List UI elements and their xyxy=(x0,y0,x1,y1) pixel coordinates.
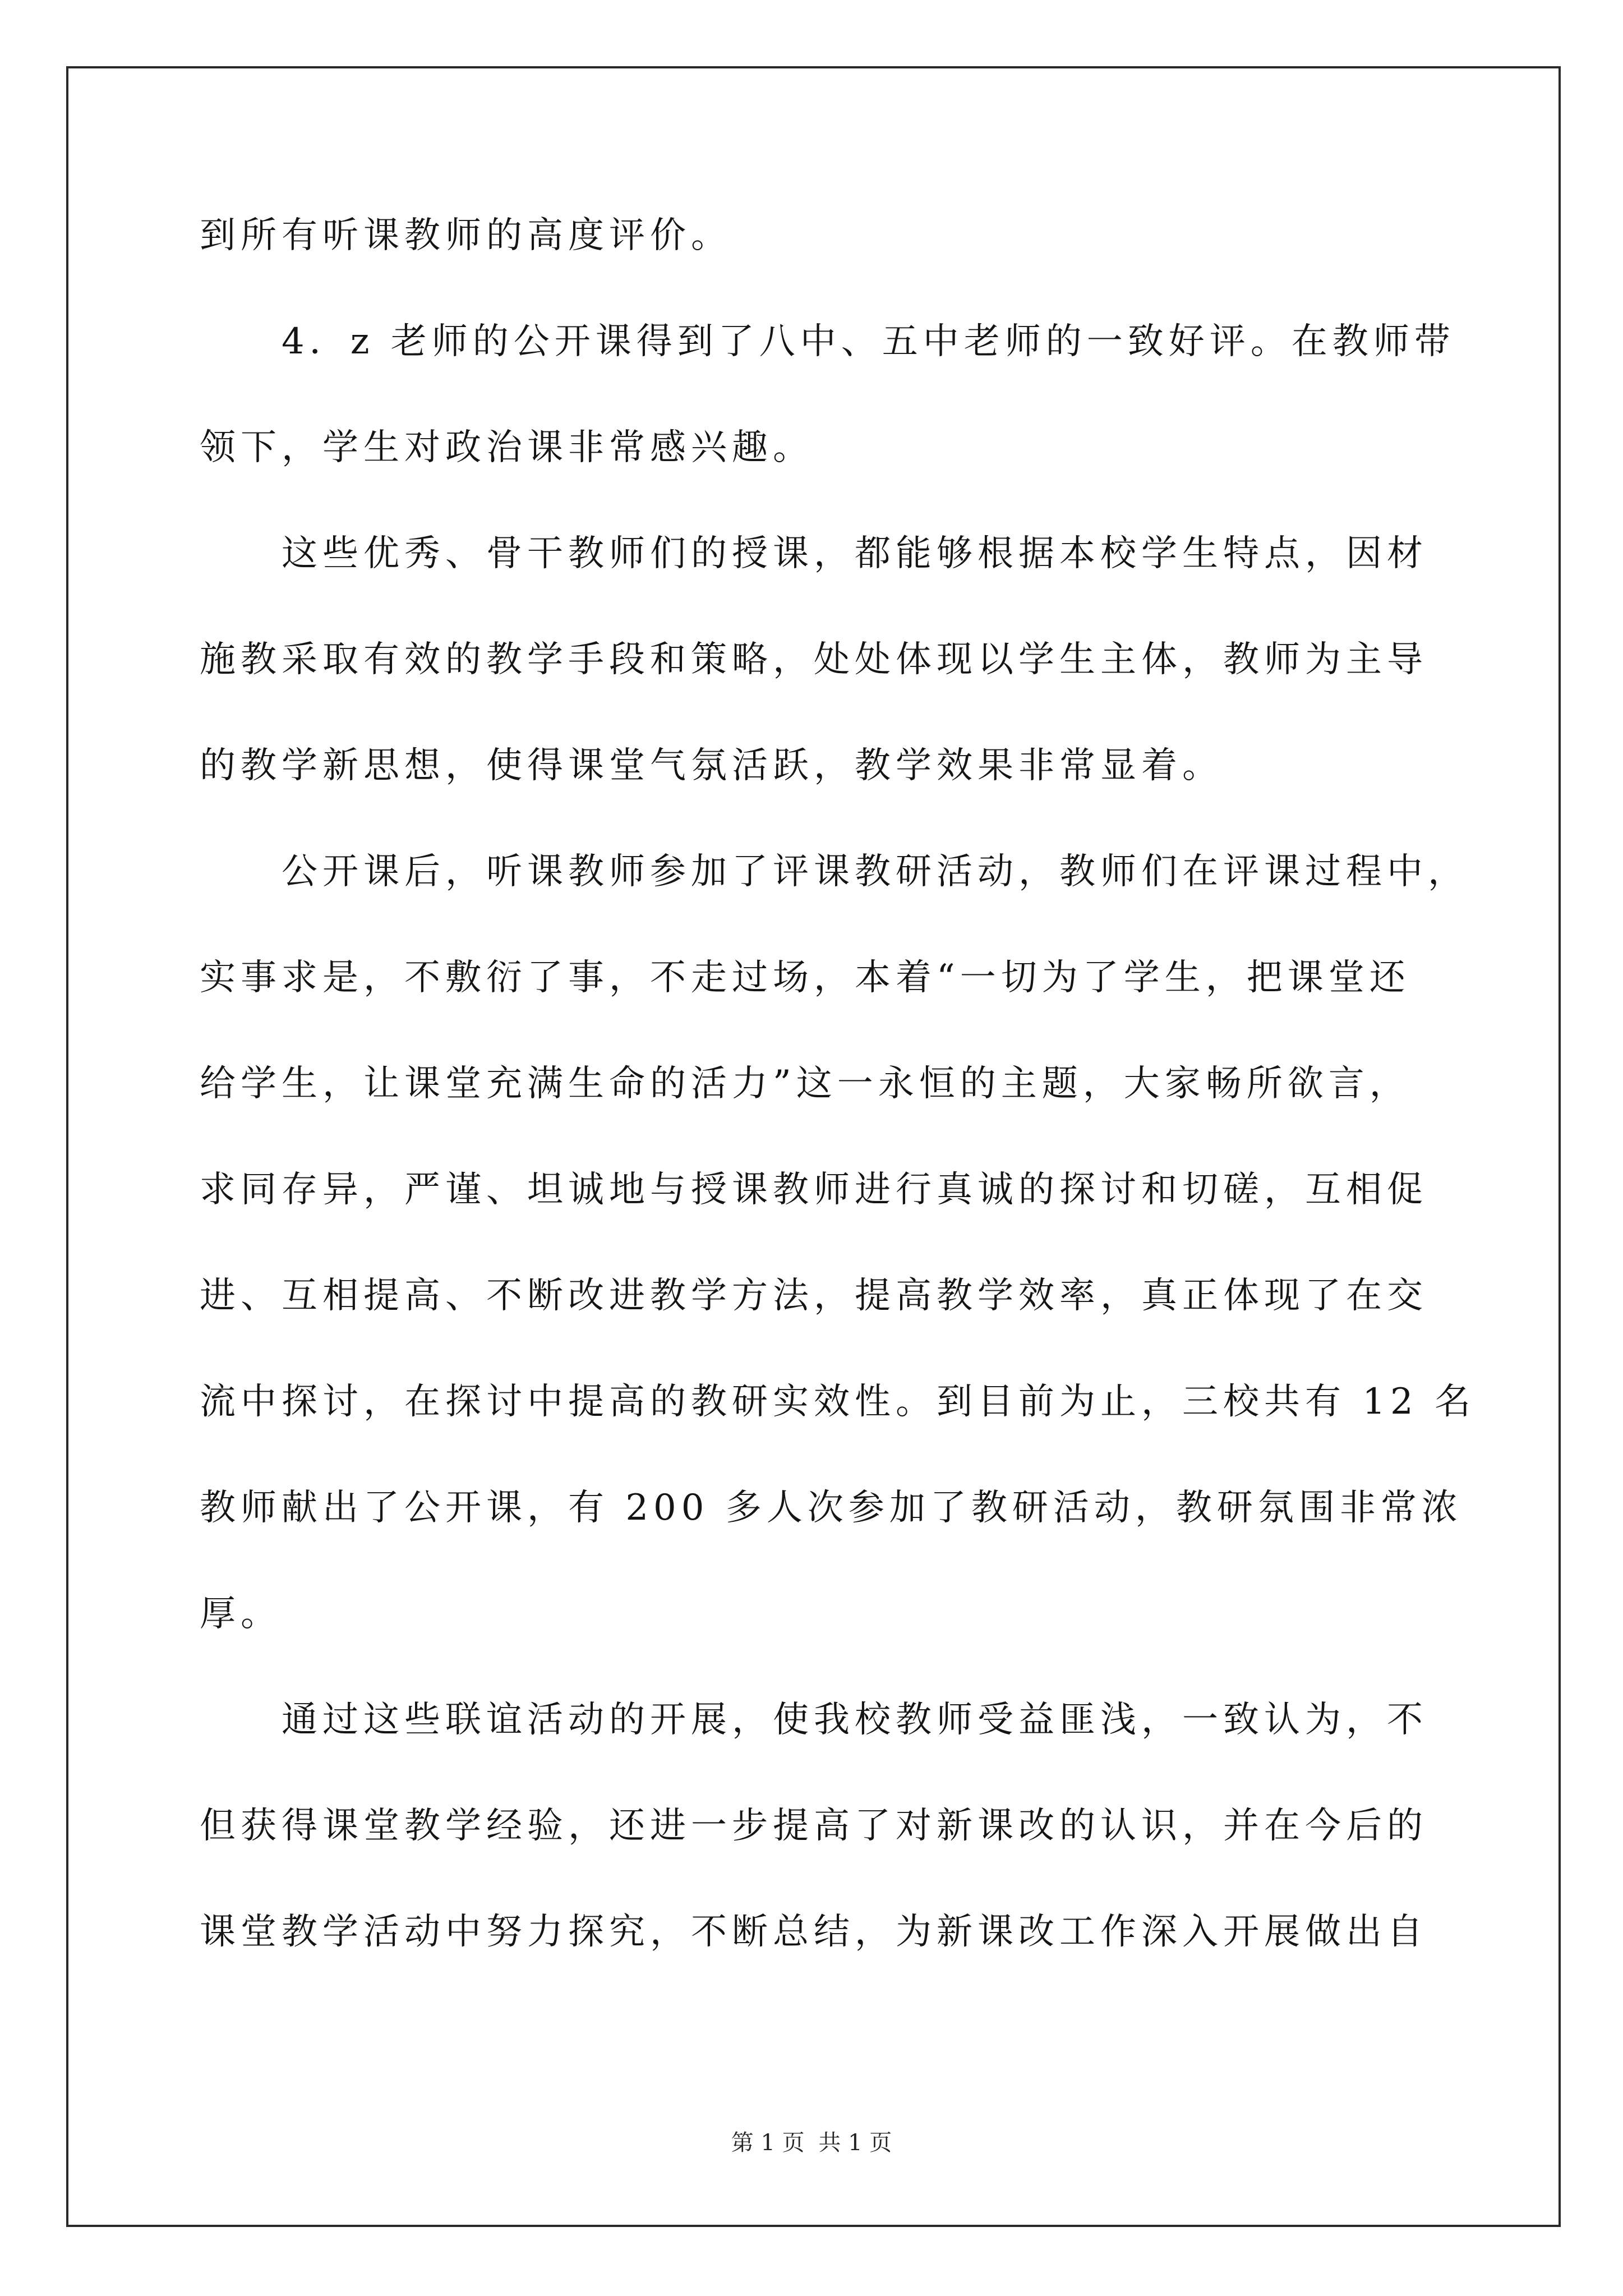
text-line: 这些优秀、骨干教师们的授课，都能够根据本校学生特点，因材 xyxy=(200,533,1428,574)
text-line: 厚。 xyxy=(200,1593,282,1635)
page-border xyxy=(66,66,1561,2227)
text-line: 4．z 老师的公开课得到了八中、五中老师的一致好评。在教师带 xyxy=(200,321,1455,362)
text-line: 的教学新思想，使得课堂气氛活跃，教学效果非常显着。 xyxy=(200,745,1223,786)
text-line: 但获得课堂教学经验，还进一步提高了对新课改的认识，并在今后的 xyxy=(200,1805,1428,1847)
text-line: 实事求是，不敷衍了事，不走过场，本着“一切为了学生，把课堂还 xyxy=(200,957,1410,999)
text-line: 课堂教学活动中努力探究，不断总结，为新课改工作深入开展做出自 xyxy=(200,1911,1428,1953)
page-number: 第 1 页 xyxy=(731,2130,805,2156)
text-line: 领下，学生对政治课非常感兴趣。 xyxy=(200,427,814,468)
text-line: 给学生，让课堂充满生命的活力”这一永恒的主题，大家畅所欲言， xyxy=(200,1063,1410,1105)
text-line: 通过这些联谊活动的开展，使我校教师受益匪浅，一致认为，不 xyxy=(200,1699,1428,1741)
text-line: 教师献出了公开课，有 200 多人次参加了教研活动，教研氛围非常浓 xyxy=(200,1487,1463,1529)
text-line: 到所有听课教师的高度评价。 xyxy=(200,215,732,256)
page-footer xyxy=(0,2129,1623,2157)
text-line: 施教采取有效的教学手段和策略，处处体现以学生主体，教师为主导 xyxy=(200,639,1428,680)
text-line: 求同存异，严谨、坦诚地与授课教师进行真诚的探讨和切磋，互相促 xyxy=(200,1169,1428,1211)
text-line: 流中探讨，在探讨中提高的教研实效性。到目前为止，三校共有 12 名 xyxy=(200,1381,1476,1423)
text-line: 进、互相提高、不断改进教学方法，提高教学效率，真正体现了在交 xyxy=(200,1275,1428,1317)
text-line: 公开课后，听课教师参加了评课教研活动，教师们在评课过程中， xyxy=(200,851,1469,892)
page-total: 共 1 页 xyxy=(818,2130,892,2156)
